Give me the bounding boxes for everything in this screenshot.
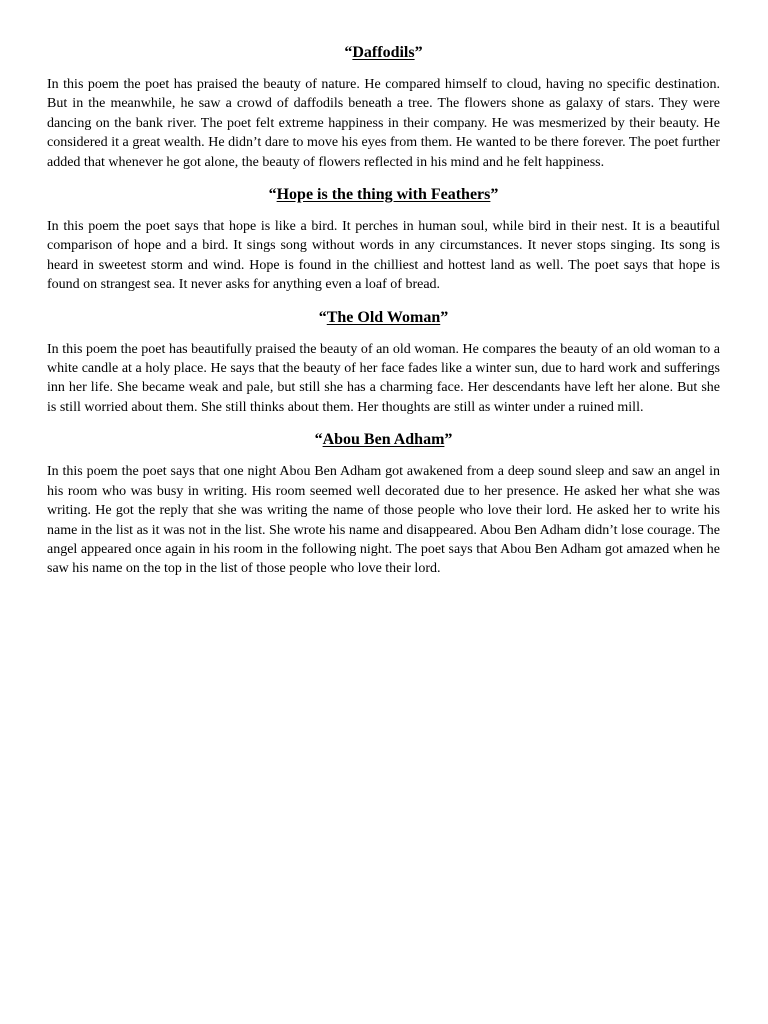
section-title: The Old Woman [326,308,441,326]
section-heading-hope [47,185,720,205]
section-body-hope: In this poem the poet says that hope is like a bird. It perches in human soul, while bird in their nest. It is a beautiful comparison of hope and a bird. It sings song without words in any circumstances. It never stops singing. Its song is heard in sweetest storm and wind. Hope is found in the chilliest and hottest land as well. The poet says that hope is found on strangest sea. It never asks for anything even a loaf of bread. [47,219,720,293]
section-heading-abou-ben-adham [47,430,720,450]
section-body-daffodils: In this poem the poet has praised the beauty of nature. He compared himself to cloud, having no specific destination. But in the meanwhile, he saw a crowd of daffodils beneath a tree. The flowers shone as galaxy of stars. They were dancing on the bank river. The poet felt extreme happiness in their company. He was mesmerized by their beauty. He considered it a great wealth. He didn’t dare to move his eyes from them. He wanted to be there forever. The poet further added that whenever he got alone, the beauty of flowers reflected in his mind and he felt happiness. [47,77,720,170]
close-quote: ” [414,44,423,61]
section-title: Abou Ben Adham [322,431,445,449]
open-quote: “ [314,431,323,449]
open-quote: “ [344,44,353,61]
section-heading-daffodils [47,43,720,63]
section-title: Daffodils [352,44,415,61]
section-body-abou-ben-adham: In this poem the poet says that one night Abou Ben Adham got awakened from a deep sound sleep and saw an angel in his room who was busy in writing. His room seemed well decorated due to her presence. He asked her what she was writing. He got the reply that she was writing the name of those people who love their lord. He asked her to write his name in the list as it was not in the list. She wrote his name and disappeared. Abou Ben Adham didn’t lose courage. The angel appeared once again in his room in the following night. The poet says that Abou Ben Adham got amazed when he saw his name on the top in the list of those people who love their lord. [47,464,720,577]
section-heading-old-woman [47,308,720,328]
close-quote: ” [444,431,453,449]
close-quote: ” [490,186,499,204]
document-page [47,43,720,592]
close-quote: ” [440,308,449,326]
section-body-old-woman: In this poem the poet has beautifully praised the beauty of an old woman. He compares the beauty of an old woman to a white candle at a holy place. He says that the beauty of her face fades like a winter sun, due to hard work and sufferings inn her life. She became weak and pale, but still she has a charming face. Her descendants have left her alone. But she is still worried about them. She still thinks about them. Her thoughts are still as winter under a ruined mill. [47,341,720,415]
open-quote: “ [318,308,327,326]
open-quote: “ [268,186,277,204]
section-title: Hope is the thing with Feathers [276,186,491,204]
